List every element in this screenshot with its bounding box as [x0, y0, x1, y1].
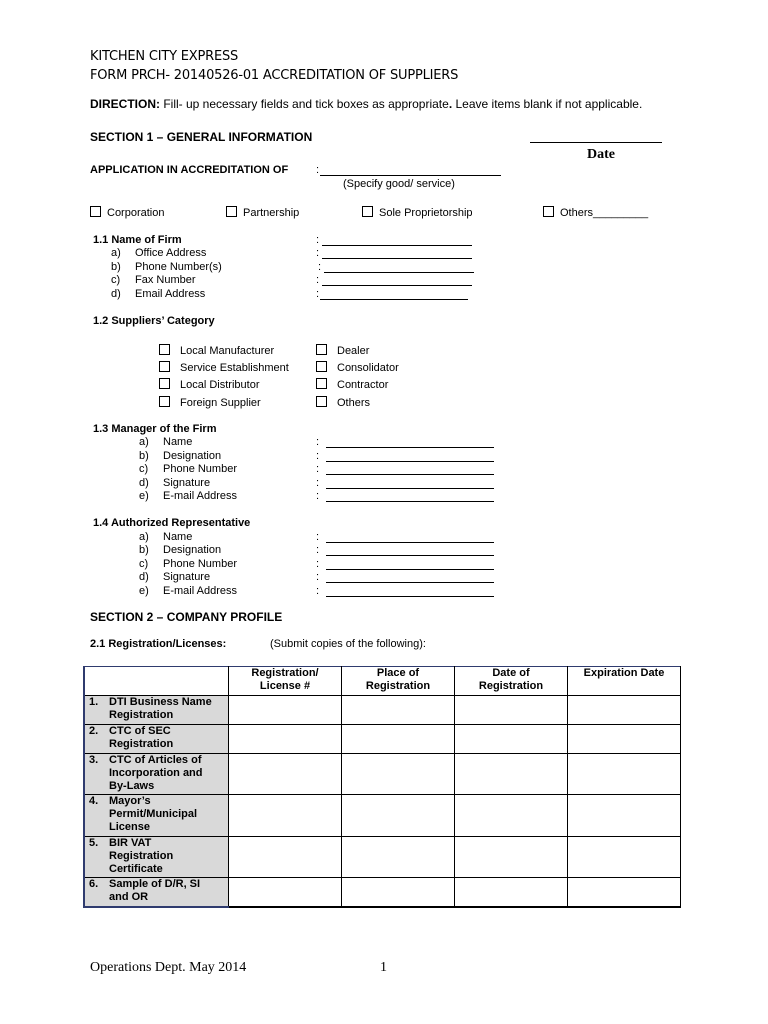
firm-title: 1.1 Name of Firm — [93, 234, 182, 246]
entity-sole-proprietorship[interactable]: Sole Proprietorship — [362, 206, 473, 219]
manager-item: b) Designation — [139, 450, 222, 462]
office-address-field[interactable] — [322, 258, 472, 259]
checkbox-icon[interactable] — [90, 206, 101, 217]
firm-item-fax: c) Fax Number — [111, 274, 196, 286]
manager-name-field[interactable] — [326, 447, 494, 448]
col-header-place: Place of Registration — [342, 667, 455, 696]
table-row — [84, 878, 681, 907]
direction-label: DIRECTION: — [90, 97, 160, 111]
checkbox-icon[interactable] — [316, 344, 327, 355]
colon: : — [316, 531, 320, 543]
colon: : — [316, 585, 320, 597]
table-row — [84, 725, 681, 754]
phone-numbers-field[interactable] — [324, 272, 474, 273]
manager-signature-field[interactable] — [326, 488, 494, 489]
table-cell[interactable] — [568, 837, 681, 878]
application-label: APPLICATION IN ACCREDITATION OF — [90, 164, 289, 176]
section2-title: SECTION 2 – COMPANY PROFILE — [90, 610, 283, 624]
colon: : — [316, 436, 320, 448]
table-cell[interactable] — [342, 696, 455, 725]
table-cell[interactable] — [229, 696, 342, 725]
checkbox-icon[interactable] — [543, 206, 554, 217]
representative-item: e) E-mail Address — [139, 585, 237, 597]
table-header-row — [84, 667, 681, 696]
checkbox-icon[interactable] — [226, 206, 237, 217]
manager-phone-field[interactable] — [326, 474, 494, 475]
table-cell[interactable] — [568, 725, 681, 754]
representative-item: c) Phone Number — [139, 558, 237, 570]
representative-item: b) Designation — [139, 544, 222, 556]
table-cell[interactable] — [342, 754, 455, 795]
registration-note: (Submit copies of the following): — [270, 638, 426, 650]
specify-hint: (Specify good/ service) — [343, 178, 455, 190]
category-foreign-supplier[interactable]: Foreign Supplier — [159, 396, 261, 409]
application-field[interactable] — [320, 175, 501, 176]
section1-title: SECTION 1 – GENERAL INFORMATION — [90, 130, 313, 144]
table-cell[interactable] — [455, 795, 568, 837]
rep-phone-field[interactable] — [326, 569, 494, 570]
table-cell[interactable] — [229, 878, 342, 907]
col-header-expiration: Expiration Date — [568, 667, 681, 696]
checkbox-icon[interactable] — [362, 206, 373, 217]
category-others[interactable]: Others — [316, 396, 370, 409]
table-row — [84, 837, 681, 878]
firm-item-phone: b) Phone Number(s) — [111, 261, 222, 273]
table-row — [84, 795, 681, 837]
colon: : — [316, 247, 320, 259]
email-address-field[interactable] — [320, 299, 468, 300]
colon: : — [316, 477, 320, 489]
colon: : — [316, 274, 320, 286]
checkbox-icon[interactable] — [159, 378, 170, 389]
date-line[interactable] — [530, 142, 662, 143]
representative-item: a) Name — [139, 531, 193, 543]
colon: : — [316, 571, 320, 583]
firm-name-field[interactable] — [322, 245, 472, 246]
entity-others[interactable]: Others_________ — [543, 206, 648, 219]
table-cell[interactable] — [455, 696, 568, 725]
category-title: 1.2 Suppliers’ Category — [93, 315, 215, 327]
footer-dept: Operations Dept. May 2014 — [90, 960, 247, 975]
table-cell[interactable] — [342, 725, 455, 754]
table-cell[interactable] — [229, 837, 342, 878]
row-label: 5. BIR VAT Registration Certificate — [84, 837, 229, 878]
manager-title: 1.3 Manager of the Firm — [93, 423, 217, 435]
table-cell[interactable] — [455, 725, 568, 754]
registration-table — [83, 666, 681, 908]
table-cell[interactable] — [568, 696, 681, 725]
rep-designation-field[interactable] — [326, 555, 494, 556]
representative-title: 1.4 Authorized Representative — [93, 517, 251, 529]
table-row — [84, 696, 681, 725]
row-label: 6. Sample of D/R, SI and OR — [84, 878, 229, 907]
colon: : — [316, 463, 320, 475]
firm-item-office: a) Office Address — [111, 247, 207, 259]
table-cell[interactable] — [342, 795, 455, 837]
colon: : — [316, 490, 320, 502]
form-title: FORM PRCH- 20140526-01 ACCREDITATION OF SUPPLIERS — [90, 68, 459, 83]
table-header-blank — [84, 667, 229, 696]
category-local-distributor[interactable]: Local Distributor — [159, 378, 259, 391]
checkbox-icon[interactable] — [159, 396, 170, 407]
table-cell[interactable] — [455, 837, 568, 878]
date-label: Date — [587, 147, 615, 162]
manager-item: c) Phone Number — [139, 463, 237, 475]
category-local-manufacturer[interactable]: Local Manufacturer — [159, 344, 274, 357]
application-colon: : — [316, 164, 320, 176]
checkbox-icon[interactable] — [316, 378, 327, 389]
checkbox-icon[interactable] — [316, 361, 327, 372]
table-cell[interactable] — [568, 795, 681, 837]
rep-email-field[interactable] — [326, 596, 494, 597]
table-cell[interactable] — [455, 754, 568, 795]
table-cell[interactable] — [568, 878, 681, 907]
checkbox-icon[interactable] — [316, 396, 327, 407]
category-dealer[interactable]: Dealer — [316, 344, 369, 357]
direction — [90, 97, 642, 111]
table-cell[interactable] — [342, 878, 455, 907]
colon: : — [316, 288, 320, 300]
row-label: 3. CTC of Articles of Incorporation and By-Laws — [84, 754, 229, 795]
colon: : — [316, 450, 320, 462]
manager-item: a) Name — [139, 436, 193, 448]
rep-name-field[interactable] — [326, 542, 494, 543]
category-service-establishment[interactable]: Service Establishment — [159, 361, 289, 374]
table-cell[interactable] — [229, 795, 342, 837]
manager-item: e) E-mail Address — [139, 490, 237, 502]
direction-text: Fill- up necessary fields and tick boxes as appropriate — [163, 97, 449, 111]
row-label: 1. DTI Business Name Registration — [84, 696, 229, 725]
category-contractor[interactable]: Contractor — [316, 378, 388, 391]
table-cell[interactable] — [229, 725, 342, 754]
row-label: 4. Mayor’s Permit/Municipal License — [84, 795, 229, 837]
direction-text-2: Leave items blank if not applicable. — [452, 97, 643, 111]
col-header-date: Date of Registration — [455, 667, 568, 696]
registration-title: 2.1 Registration/Licenses: — [90, 638, 227, 650]
entity-corporation[interactable]: Corporation — [90, 206, 164, 219]
representative-item: d) Signature — [139, 571, 211, 583]
colon: : — [316, 544, 320, 556]
row-label: 2. CTC of SEC Registration — [84, 725, 229, 754]
colon: : — [318, 261, 322, 273]
rep-signature-field[interactable] — [326, 582, 494, 583]
manager-email-field[interactable] — [326, 501, 494, 502]
firm-item-email: d) Email Address — [111, 288, 206, 300]
manager-item: d) Signature — [139, 477, 211, 489]
table-cell[interactable] — [229, 754, 342, 795]
page-number: 1 — [380, 960, 387, 975]
fax-number-field[interactable] — [322, 285, 472, 286]
checkbox-icon[interactable] — [159, 344, 170, 355]
direction-period: . — [448, 97, 453, 111]
table-cell[interactable] — [342, 837, 455, 878]
table-cell[interactable] — [455, 878, 568, 907]
table-cell[interactable] — [568, 754, 681, 795]
col-header-license: Registration/ License # — [229, 667, 342, 696]
category-consolidator[interactable]: Consolidator — [316, 361, 399, 374]
manager-designation-field[interactable] — [326, 461, 494, 462]
table-row — [84, 754, 681, 795]
checkbox-icon[interactable] — [159, 361, 170, 372]
colon: : — [316, 558, 320, 570]
colon: : — [316, 234, 320, 246]
company-name: KITCHEN CITY EXPRESS — [90, 49, 239, 64]
entity-partnership[interactable]: Partnership — [226, 206, 299, 219]
